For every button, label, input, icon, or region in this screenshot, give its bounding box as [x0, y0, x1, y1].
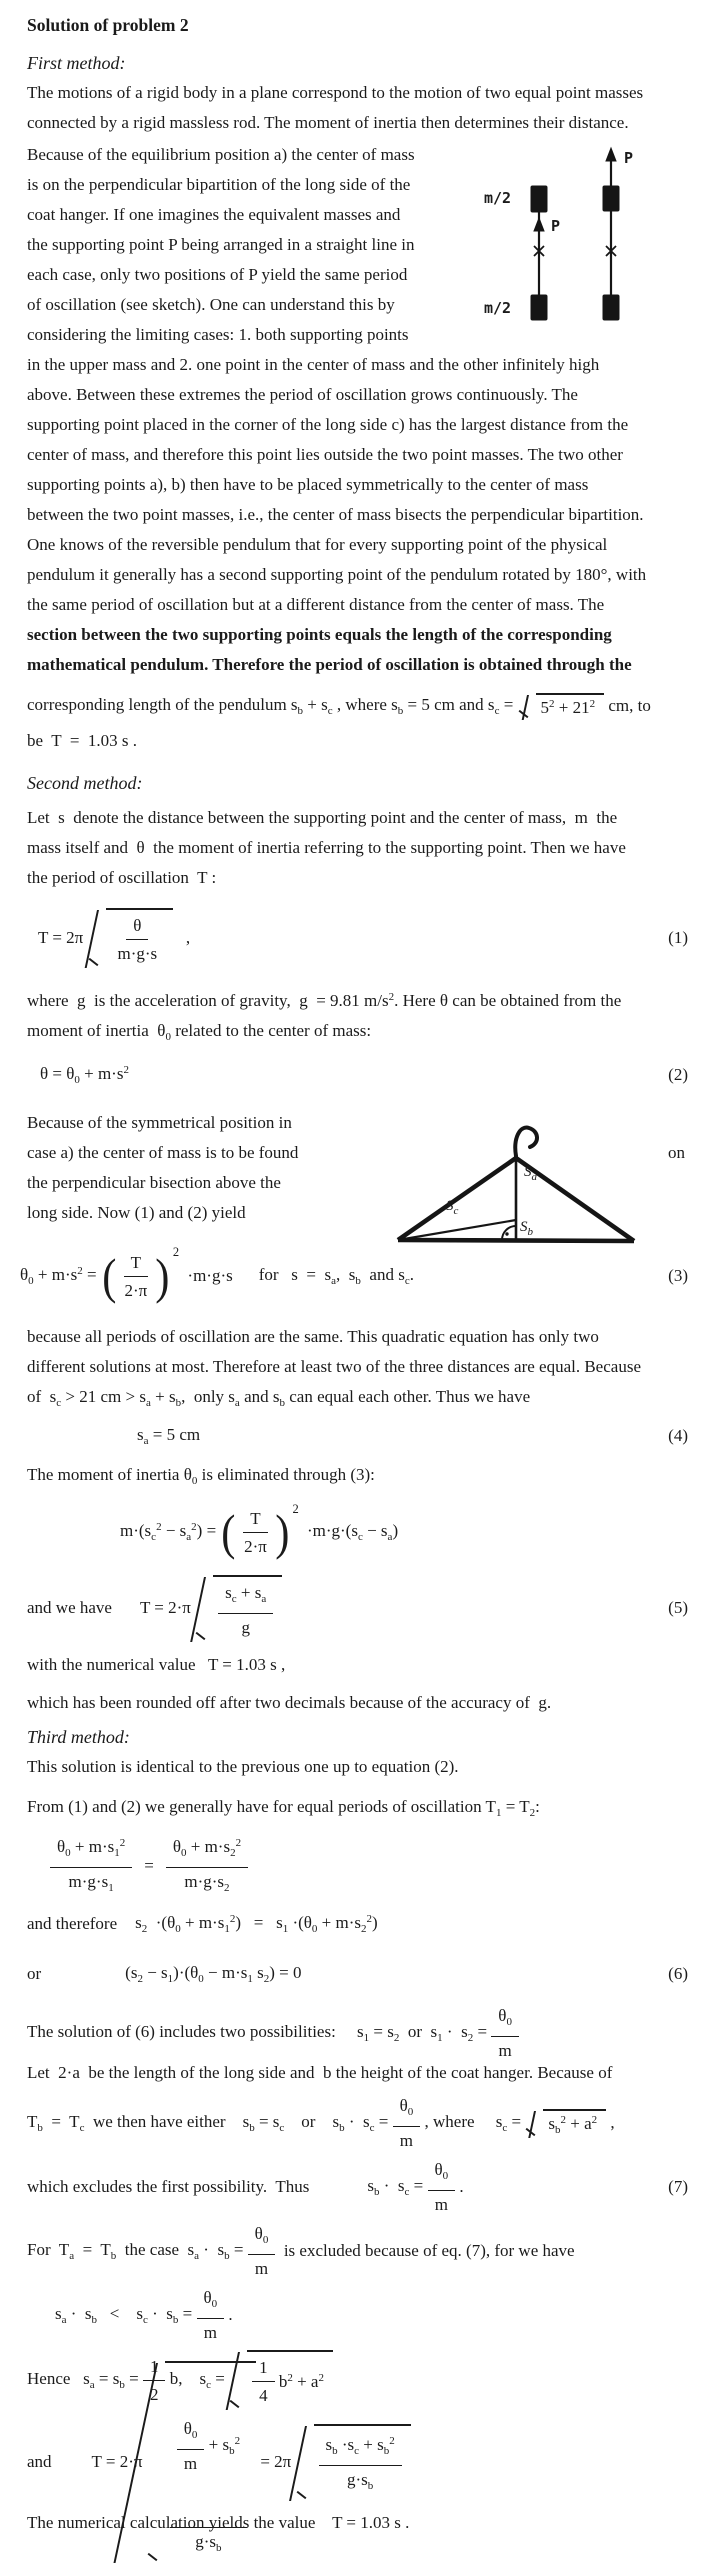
- math-text: .: [455, 2177, 464, 2196]
- text-line: long side. Now (1) and (2) yield: [27, 1203, 246, 1222]
- fraction: [197, 2285, 225, 2345]
- text-line: Let s denote the distance between the supporting point and the center of mass, m the: [27, 808, 618, 827]
- equation-5: [0, 1574, 718, 1642]
- math-text: $m\cdot(s_c^2 - s_a^2)$ =: [120, 1521, 221, 1543]
- paragraph: [27, 78, 643, 138]
- numerator: 1: [252, 2355, 275, 2382]
- math-text: $s_2 \cdot(\theta_0 + m\cdot s_1^2) = s_1 \cdot(\theta_0 + m\cdot s_2^2)$: [135, 1913, 378, 1935]
- math-text: $\theta_0 + m\cdot s^2$ =: [20, 1265, 101, 1287]
- fraction: [218, 1580, 273, 1640]
- paragraph: [27, 1108, 377, 1228]
- fraction: [237, 1506, 274, 1559]
- paragraph: [27, 140, 467, 350]
- numerator: T: [243, 1506, 267, 1533]
- text-line: One knows of the reversible pendulum that for every supporting point of the physical: [27, 535, 608, 554]
- text-line: case a) the center of mass is to be found: [27, 1143, 299, 1162]
- right-angle-arc: [502, 1226, 516, 1240]
- text-line: which has been rounded off after two decimals because of the accuracy of g.: [27, 1693, 552, 1712]
- possibilities-line: [0, 2006, 718, 2060]
- fraction: [248, 2221, 276, 2281]
- denominator: m: [254, 2259, 269, 2278]
- outer-exponent: 2: [172, 1245, 180, 1259]
- text-line: of oscillation (see sketch). One can understand this by: [27, 295, 395, 314]
- inline-math-line: [0, 684, 718, 728]
- radical: [314, 2424, 411, 2501]
- equation-elimination: [0, 1500, 718, 1564]
- math-text: , where $s_c$ =: [420, 2112, 526, 2134]
- math-text: is excluded because of eq. (7), for we have: [275, 2241, 575, 2260]
- text-line: The numerical calculation yields the value T = 1.03 s .: [27, 2513, 410, 2532]
- distance-label-sc: $S_c$: [446, 1198, 459, 1217]
- math-text: T = 2π: [38, 928, 88, 947]
- math-text: ,: [173, 928, 191, 947]
- text-line: supporting points a), b) then have to be placed symmetrically to the center of mass: [27, 475, 589, 494]
- paragraph: [27, 982, 621, 1052]
- equation-tag: (4): [668, 1426, 688, 1445]
- text-line: From (1) and (2) we generally have for equal periods of oscillation $T_1 = T_2$:: [27, 1797, 540, 1819]
- page-title: Solution of problem 2: [27, 15, 189, 35]
- fraction-right: [166, 1831, 248, 1901]
- text-line: where g is the acceleration of gravity, g = 9.81 $m/s^2$. Here θ can be obtained from the: [27, 991, 622, 1010]
- text-line: between the two point masses, i.e., the center of mass bisects the perpendicular bipartition.: [27, 505, 644, 524]
- numerator: T: [124, 1250, 148, 1277]
- math-text: The solution of (6) includes two possibilities: $s_1 = s_2$ or $s_1 \cdot s_2$ =: [27, 2022, 492, 2044]
- radicand: $s_b^2 + a^2$: [548, 2113, 598, 2136]
- text-line: because all periods of oscillation are the same. This quadratic equation has only two: [27, 1327, 599, 1346]
- left-pivot-arrow: [534, 218, 544, 231]
- text-line: of $s_c > 21$ cm > $s_a + s_b$, only $s_a$ and $s_b$ can equal each other. Thus we have: [27, 1387, 531, 1409]
- hanger-base: [398, 1240, 634, 1241]
- math-text: $\theta = \theta_0 + m\cdot s^2$: [40, 1064, 129, 1086]
- left-paren: (: [221, 1504, 236, 1560]
- numerator: $s_c + s_a$: [218, 1580, 273, 1614]
- method2-heading: Second method:: [27, 773, 143, 793]
- numerator: $\theta_0$: [491, 2003, 519, 2037]
- equation-tag: (2): [668, 1065, 688, 1084]
- text-line: center of mass, and therefore this point lies outside the two point masses. The two other: [27, 445, 623, 464]
- outer-exponent: 2: [292, 1502, 299, 1516]
- denominator: $g\cdot s_b$: [195, 2532, 222, 2554]
- fraction: [491, 2003, 519, 2063]
- denominator: g: [241, 1617, 250, 1637]
- hence-line: [0, 2350, 718, 2410]
- angle-dot: [505, 1232, 508, 1235]
- right-bottom-mass: [603, 295, 619, 320]
- math-text: ·m·g·s: [183, 1266, 233, 1285]
- fraction-inner: [177, 2416, 205, 2476]
- text-line: pendulum it generally has a second supporting point of the pendulum rotated by 180°, with: [27, 565, 647, 584]
- equation-6: [0, 1956, 718, 1992]
- text-line-bold: mathematical pendulum. Therefore the period of oscillation is obtained through the: [27, 655, 632, 674]
- denominator: m: [434, 2195, 448, 2214]
- math-text: $s_a \cdot s_b$ < $s_c \cdot s_b$ =: [55, 2304, 197, 2326]
- text-line: each case, only two positions of P yield the same period: [27, 265, 408, 284]
- method1-heading: First method:: [27, 53, 126, 73]
- numerator: $\theta_0$: [428, 2157, 456, 2191]
- radical: [106, 908, 174, 968]
- denominator: $m\cdot g\cdot s_2$: [184, 1872, 230, 1894]
- text-line: the supporting point P being arranged in a straight line in: [27, 235, 415, 254]
- mass-label-bottom: m/2: [484, 299, 512, 317]
- equation-therefore: [0, 1906, 718, 1942]
- paragraph: [27, 803, 626, 893]
- math-text: = 2π: [256, 2452, 296, 2471]
- paragraph: [27, 350, 646, 680]
- radicand: $5^2 + 21^2$: [540, 697, 596, 717]
- mass-label-top: m/2: [484, 189, 512, 207]
- denominator: 2: [149, 2384, 159, 2404]
- text-line: mass itself and θ the moment of inertia referring to the supporting point. Then we have: [27, 838, 626, 857]
- numerator: $\theta_0 + m\cdot s_2^2$: [166, 1831, 248, 1868]
- text-line: moment of inertia $\theta_0$ related to the center of mass:: [27, 1021, 372, 1043]
- denominator: $m\cdot g\cdot s_1$: [68, 1872, 114, 1894]
- math-intro: which excludes the first possibility. Thus: [27, 2177, 310, 2196]
- text-line: coat hanger. If one imagines the equivalent masses and: [27, 205, 401, 224]
- fraction: [319, 2429, 402, 2499]
- math-text: For $T_a = T_b$ the case $s_a \cdot s_b$ =: [27, 2240, 248, 2262]
- math-text: $(s_2 - s_1)\cdot(\theta_0 - m\cdot s_1$ $s_2) = 0$: [125, 1963, 302, 1985]
- text-line: Because of the equilibrium position a) the center of mass: [27, 145, 415, 164]
- equation-2: [0, 1058, 718, 1092]
- left-paren: (: [102, 1248, 117, 1304]
- math-text: b, $s_c$ =: [165, 2369, 230, 2391]
- numerator: 1: [143, 2354, 166, 2381]
- radical: [536, 693, 605, 720]
- equation-tag: (6): [668, 1964, 688, 1983]
- text-line: connected by a rigid massless rod. The moment of inertia then determines their distance.: [27, 113, 629, 132]
- text-line: Because of the symmetrical position in: [27, 1113, 292, 1132]
- text-line: be T = 1.03 s .: [27, 731, 138, 750]
- text-line: the period of oscillation T :: [27, 868, 217, 887]
- math-text: corresponding length of the pendulum $s_b + s_c$ , where $s_b = 5$ cm and $s_c$ =: [27, 695, 518, 717]
- text-line: is on the perpendicular bipartition of the long side of the: [27, 175, 411, 194]
- math-text: T = 2·π: [91, 2452, 147, 2471]
- math-text: cm, to: [604, 696, 651, 715]
- radicand: [252, 2355, 324, 2408]
- denominator: m: [203, 2323, 217, 2342]
- pendulum-sketch-figure: [458, 144, 688, 334]
- pivot-label-left: P: [551, 217, 561, 235]
- numerator: $\theta_0$: [197, 2285, 225, 2319]
- right-paren: ): [155, 1248, 170, 1304]
- text-line: the perpendicular bisection above the: [27, 1173, 281, 1192]
- right-top-mass: [603, 186, 619, 211]
- math-text: .: [224, 2305, 233, 2324]
- fraction: [118, 1250, 155, 1303]
- inequality-line: [0, 2288, 718, 2342]
- text-line: considering the limiting cases: 1. both supporting points: [27, 325, 409, 344]
- hanger-hook: [515, 1128, 537, 1156]
- left-top-mass: [531, 186, 547, 212]
- text-line: different solutions at most. Therefore at least two of the three distances are equal. Because: [27, 1357, 641, 1376]
- text-line: the same period of oscillation but at a different distance from the center of mass. The: [27, 595, 605, 614]
- equation-4: [0, 1420, 718, 1452]
- math-text: Hence $s_a = s_b$ =: [27, 2369, 143, 2391]
- math-text: $s_a = 5$ cm: [137, 1425, 201, 1447]
- text-line: The motions of a rigid body in a plane correspond to the motion of two equal point masses: [27, 83, 644, 102]
- coat-hanger-figure: [390, 1102, 650, 1252]
- tb-tc-line: [0, 2096, 718, 2150]
- denominator: m: [498, 2041, 512, 2060]
- equals-sign: =: [144, 1856, 154, 1875]
- numerator: θ: [126, 913, 148, 940]
- math-intro: and we have: [27, 1598, 112, 1617]
- pivot-label-right: P: [624, 149, 634, 167]
- denominator: 2·π: [124, 1280, 148, 1300]
- distance-label-sa: $S_a$: [524, 1164, 537, 1183]
- numerator-row: [177, 2416, 240, 2476]
- equation-tag: (1): [668, 928, 688, 947]
- text-line: with the numerical value T = 1.03 s ,: [27, 1655, 286, 1674]
- math-intro: and therefore: [27, 1914, 118, 1933]
- radical: [247, 2350, 333, 2410]
- text-line: Let 2·a be the length of the long side and b the height of the coat hanger. Because of: [27, 2063, 613, 2082]
- fraction-left: [50, 1831, 132, 1901]
- denominator: 2·π: [244, 1536, 267, 1556]
- equation-tag: (5): [668, 1598, 688, 1617]
- right-pivot-arrow: [606, 148, 616, 161]
- equation-tag: (7): [668, 2177, 688, 2196]
- text-line-overflow: on: [668, 1143, 685, 1162]
- math-condition: for $s = s_a$, $s_b$ and $s_c$.: [258, 1265, 414, 1287]
- radical: [543, 2109, 606, 2138]
- method3-heading: Third method:: [27, 1727, 130, 1747]
- math-text: $T_b = T_c$ we then have either $s_b = s_c$ or $s_b \cdot s_c$ =: [27, 2112, 393, 2134]
- fraction: [393, 2093, 421, 2153]
- math-text: ,: [606, 2113, 615, 2132]
- numerator: $s_b \cdot s_c + s_b^2$: [319, 2429, 402, 2466]
- equation-equal-periods: [0, 1834, 718, 1898]
- numerator: $\theta_0$: [177, 2416, 205, 2450]
- text-line-bold: section between the two supporting points equals the length of the corresponding: [27, 625, 612, 644]
- denominator: m: [399, 2131, 414, 2150]
- left-bottom-mass: [531, 295, 547, 320]
- math-text: + $s_b^2$: [204, 2434, 241, 2457]
- math-text: $s_b \cdot s_c$ =: [367, 2176, 428, 2198]
- numerator: $\theta_0 + m\cdot s_1^2$: [50, 1831, 132, 1868]
- math-text: $\cdot m\cdot g\cdot(s_c - s_a)$: [302, 1521, 399, 1543]
- text-line: supporting point placed in the corner of the long side c) has the largest distance from the: [27, 415, 629, 434]
- right-paren: ): [275, 1504, 290, 1560]
- equation-1: [0, 906, 718, 970]
- denominator: m·g·s: [117, 944, 158, 963]
- text-line: in the upper mass and 2. one point in the center of mass and the other infinitely high: [27, 355, 600, 374]
- equation-tag: (3): [668, 1266, 688, 1285]
- denominator: m: [183, 2454, 198, 2473]
- text-line: This solution is identical to the previous one up to equation (2).: [27, 1757, 459, 1776]
- math-intro: or: [27, 1964, 42, 1983]
- radical: [213, 1575, 282, 1642]
- text-line: The moment of inertia $\theta_0$ is eliminated through (3):: [27, 1465, 375, 1487]
- math-intro: and: [27, 2452, 52, 2471]
- denominator: 4: [259, 2386, 268, 2405]
- numerator: $\theta_0$: [393, 2093, 421, 2127]
- distance-label-sb: $S_b$: [520, 1219, 533, 1238]
- equation-3: [0, 1243, 718, 1309]
- fraction: [111, 913, 165, 966]
- math-text: $b^2 + a^2$: [274, 2371, 324, 2391]
- numerator: $\theta_0$: [248, 2221, 276, 2255]
- paragraph: [27, 1322, 641, 1418]
- text-line: above. Between these extremes the period of oscillation grows continuously. The: [27, 385, 578, 404]
- numerator: [170, 2366, 247, 2528]
- fraction: [428, 2157, 456, 2217]
- equation-7: [0, 2160, 718, 2214]
- denominator: $g\cdot s_b$: [346, 2469, 374, 2492]
- math-text: T = 2·π: [139, 1598, 196, 1617]
- ta-tb-line: [0, 2224, 718, 2278]
